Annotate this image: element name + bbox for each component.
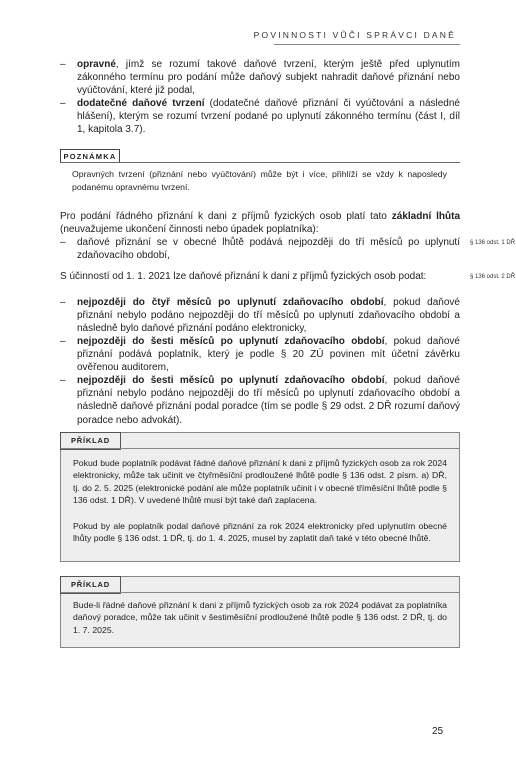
margin-note-136-2: § 136 odst. 2 DŘ xyxy=(470,274,516,280)
example-paragraph: Pokud bude poplatník podávat řádné daňové přiznání k dani z příjmů fyzických osob za rok 2024 elektronicky, může tak učinit ve čtyřměsíční prodloužené lhůtě podle § 136 odst. 2 písm. a) DŘ, tj. do 2. 5. 2025 (elektronické podání ale může poplatník učinit i v obecné tříměsíční lhůtě podle § 136 odst. 1 DŘ). V uvedené lhůtě musí být také daň zaplacena. xyxy=(73,458,447,506)
term-bold: dodatečné daňové tvrzení xyxy=(77,98,205,109)
list-dash: – xyxy=(60,98,66,109)
list-item-opravne xyxy=(60,58,460,98)
list-dash: – xyxy=(60,59,66,70)
term-bold: nejpozději do šesti měsíců po uplynutí zdaňovacího období xyxy=(77,375,385,386)
list-text: , pokud daňové přiznání nebylo podáno nejpozději do tří měsíců po uplynutí zdaňovacího období a následně bylo daňové přiznání podáno elektronicky, xyxy=(77,297,460,335)
list-item-six-months-advisor xyxy=(60,374,460,427)
paragraph-text: (neuvažujeme ukončení činnosti nebo úpadek poplatníka): xyxy=(60,224,319,236)
margin-note-136-1: § 136 odst. 1 DŘ xyxy=(470,240,516,246)
term-bold: základní lhůta xyxy=(391,211,461,222)
list-dash: – xyxy=(60,336,66,347)
deadline-paragraph xyxy=(60,210,460,236)
page-number: 25 xyxy=(432,726,444,737)
list-text: , pokud daňové přiznání podává poplatník, který je podle § 20 ZÚ povinen mít účetní závěrku ověřenou auditorem, xyxy=(77,336,460,374)
list-text: daňové přiznání se v obecné lhůtě podává nejpozději do tří měsíců po uplynutí zdaňovacího období, xyxy=(77,237,460,262)
list-text: (dodatečné daňové přiznání či vyúčtování a následné hlášení), kterým se rozumí tvrzení podané po uplynutí zákonného termínu (část I, díl 1, kapitola 3.7). xyxy=(77,98,460,136)
list-item-deadline xyxy=(60,236,460,262)
note-rule xyxy=(60,162,460,163)
list-item-four-months xyxy=(60,296,460,336)
term-bold: nejpozději do čtyř měsíců po uplynutí zdaňovacího období xyxy=(77,297,384,308)
example-paragraph: Bude-li řádné daňové přiznání k dani z příjmů fyzických osob za rok 2024 podávat za poplatníka daňový poradce, může tak učinit v šestiměsíční prodloužené lhůtě podle § 136 odst. 2 DŘ, tj. do 1. 7. 2025. xyxy=(73,600,447,635)
list-text: , jímž se rozumí takové daňové tvrzení, kterým ještě před uplynutím zákonného termínu pro podání může daňový subjekt nahradit daňové přiznání nebo vyúčtování, které již podal, xyxy=(77,59,460,97)
note-text: Opravných tvrzení (přiznání nebo vyúčtování) může být i více, přihlíží se vždy k naposledy podanému opravnému tvrzení. xyxy=(72,169,447,192)
term-bold: nejpozději do šesti měsíců po uplynutí zdaňovacího období xyxy=(77,336,385,347)
list-item-six-months-audit xyxy=(60,335,460,375)
list-dash: – xyxy=(60,297,66,308)
list-item-dodatecne xyxy=(60,97,460,137)
list-dash: – xyxy=(60,237,66,248)
example-label: PŘÍKLAD xyxy=(60,432,121,450)
list-dash: – xyxy=(60,375,66,386)
example-box-2 xyxy=(60,576,460,648)
effective-paragraph: S účinností od 1. 1. 2021 lze daňové přiznání k dani z příjmů fyzických osob podat: xyxy=(60,271,427,282)
example-paragraph: Pokud by ale poplatník podal daňové přiznání za rok 2024 elektronicky před uplynutím obecné lhůty podle § 136 odst. 1 DŘ, tj. do 1. 4. 2025, musel by zaplatit daň také v této obecné lhůtě. xyxy=(73,521,447,544)
example-rule xyxy=(61,448,459,449)
example-box-1 xyxy=(60,432,460,562)
header-rule xyxy=(274,44,460,45)
example-rule xyxy=(61,592,459,593)
paragraph-text: Pro podání řádného přiznání k dani z příjmů fyzických osob platí tato xyxy=(60,211,392,222)
running-title: POVINNOSTI VŮČI SPRÁVCI DANĚ xyxy=(253,30,456,40)
example-label: PŘÍKLAD xyxy=(60,576,121,594)
term-bold: opravné xyxy=(77,59,116,70)
list-text: , pokud daňové přiznání nebylo podáno nejpozději do tří měsíců po uplynutí zdaňovacího období a následně daňové přiznání podal poradce (tím se podle § 29 odst. 2 DŘ rozumí daňový poradce nebo advokát). xyxy=(77,375,460,426)
note-label: POZNÁMKA xyxy=(60,149,120,163)
